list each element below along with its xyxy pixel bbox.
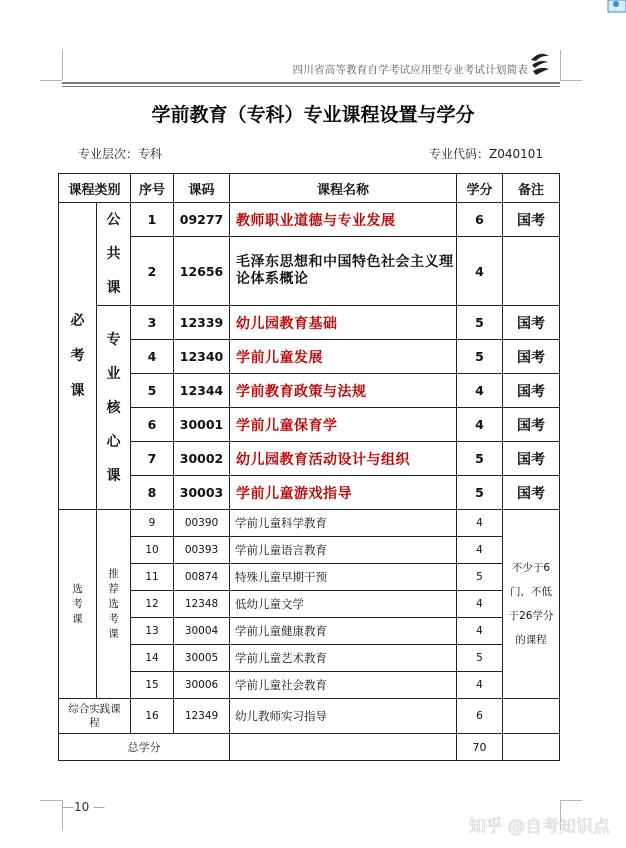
course-note: 国考: [503, 203, 560, 237]
elective-note: 不少于6门，不低于26学分的课程: [508, 562, 554, 646]
recommended-group-label: 推荐选考课: [108, 567, 119, 640]
course-code: 00393: [174, 537, 230, 564]
course-number: 3: [131, 306, 174, 340]
page-number: —10 —: [62, 800, 106, 814]
col-header-note: 备注: [503, 174, 560, 203]
col-header-code: 课码: [174, 174, 230, 203]
crop-mark-bottom-right-h: [560, 800, 582, 801]
course-code: 30006: [174, 672, 230, 699]
crop-mark-bottom-left-h: [40, 800, 62, 801]
course-credit: 4: [457, 510, 503, 537]
corner-badge-icon: [604, 0, 626, 16]
page-title: 学前教育（专科）专业课程设置与学分: [151, 104, 475, 126]
course-name: 学前儿童健康教育: [230, 618, 457, 645]
table-row: [59, 374, 560, 408]
course-number: 15: [131, 672, 174, 699]
table-row: [59, 564, 560, 591]
course-name: 学前儿童艺术教育: [230, 645, 457, 672]
course-name: 幼儿教师实习指导: [230, 699, 457, 734]
course-credit: 6: [457, 699, 503, 734]
course-note: [503, 699, 560, 734]
course-number: 9: [131, 510, 174, 537]
course-number: 14: [131, 645, 174, 672]
table-row: [59, 203, 560, 237]
course-name: 学前教育政策与法规: [230, 374, 457, 408]
course-number: 6: [131, 408, 174, 442]
table-row: [59, 618, 560, 645]
course-credit: 5: [457, 645, 503, 672]
course-credit: 5: [457, 306, 503, 340]
course-code: 00390: [174, 510, 230, 537]
course-code: 30002: [174, 442, 230, 476]
course-credit: 4: [457, 672, 503, 699]
total-blank: [230, 734, 457, 761]
total-row: [59, 734, 560, 761]
course-number: 4: [131, 340, 174, 374]
course-name: 教师职业道德与专业发展: [230, 203, 457, 237]
table-row: [59, 340, 560, 374]
table-row: [59, 672, 560, 699]
required-category-label: 必考课: [70, 312, 85, 399]
header-rule-thick: [62, 82, 560, 84]
course-credit: 5: [457, 442, 503, 476]
course-code: 12339: [174, 306, 230, 340]
course-number: 13: [131, 618, 174, 645]
table-header-row: [59, 174, 560, 203]
course-credit: 4: [457, 591, 503, 618]
crop-mark-top-right-v: [560, 50, 561, 80]
watermark: 知乎 @自考知识点: [468, 817, 610, 837]
course-name: 特殊儿童早期干预: [230, 564, 457, 591]
course-number: 12: [131, 591, 174, 618]
course-code: 30003: [174, 476, 230, 510]
elective-category-cell: [59, 510, 97, 699]
course-name: 毛泽东思想和中国特色社会主义理论体系概论: [230, 237, 457, 306]
col-header-category: 课程类别: [59, 174, 131, 203]
course-name: 学前儿童保育学: [230, 408, 457, 442]
course-note: [503, 237, 560, 306]
total-note: [503, 734, 560, 761]
course-name: 学前儿童发展: [230, 340, 457, 374]
course-credit: 5: [457, 340, 503, 374]
page-number-value: 10: [74, 800, 90, 814]
course-note: 国考: [503, 408, 560, 442]
recommended-group-cell: [97, 510, 131, 699]
course-note: 国考: [503, 340, 560, 374]
course-name: 学前儿童社会教育: [230, 672, 457, 699]
course-number: 11: [131, 564, 174, 591]
col-header-credit: 学分: [457, 174, 503, 203]
table-row: [59, 645, 560, 672]
core-group-cell: [97, 306, 131, 510]
course-code: 00874: [174, 564, 230, 591]
course-code: 12344: [174, 374, 230, 408]
course-number: 10: [131, 537, 174, 564]
header-rule-thin: [62, 86, 560, 87]
course-table: [58, 173, 560, 761]
table-row: [59, 306, 560, 340]
course-name: 学前儿童游戏指导: [230, 476, 457, 510]
public-group-label: 公共课: [106, 212, 121, 296]
practice-category-label: 综合实践课程: [68, 703, 121, 729]
course-name: 学前儿童科学教育: [230, 510, 457, 537]
course-code: 12349: [174, 699, 230, 734]
course-credit: 4: [457, 537, 503, 564]
course-number: 8: [131, 476, 174, 510]
course-code: 12348: [174, 591, 230, 618]
course-credit: 4: [457, 408, 503, 442]
table-row: [59, 442, 560, 476]
course-credit: 4: [457, 237, 503, 306]
course-name: 幼儿园教育基础: [230, 306, 457, 340]
col-header-name: 课程名称: [230, 174, 457, 203]
course-number: 2: [131, 237, 174, 306]
logo-icon: [528, 50, 552, 76]
table-row: [59, 537, 560, 564]
header-text: 四川省高等教育自学考试应用型专业考试计划简表: [292, 64, 528, 76]
table-row: [59, 591, 560, 618]
course-note: 国考: [503, 306, 560, 340]
crop-mark-top-left-v: [62, 50, 63, 80]
required-category-cell: [59, 203, 97, 510]
course-code: 12656: [174, 237, 230, 306]
core-group-label: 专业核心课: [106, 331, 121, 484]
course-number: 16: [131, 699, 174, 734]
course-note: 国考: [503, 442, 560, 476]
course-credit: 4: [457, 618, 503, 645]
course-credit: 5: [457, 564, 503, 591]
elective-note-cell: [503, 510, 560, 699]
course-note: 国考: [503, 476, 560, 510]
table-row: [59, 510, 560, 537]
course-name: 低幼儿童文学: [230, 591, 457, 618]
total-label: 总学分: [59, 734, 230, 761]
course-note: 国考: [503, 374, 560, 408]
course-credit: 4: [457, 374, 503, 408]
col-header-number: 序号: [131, 174, 174, 203]
course-credit: 5: [457, 476, 503, 510]
course-number: 5: [131, 374, 174, 408]
course-code: 30001: [174, 408, 230, 442]
course-credit: 6: [457, 203, 503, 237]
table-row: [59, 699, 560, 734]
practice-category: [59, 699, 131, 734]
crop-mark-top-left-h: [40, 80, 62, 81]
table-row: [59, 408, 560, 442]
course-name: 幼儿园教育活动设计与组织: [230, 442, 457, 476]
table-row: [59, 476, 560, 510]
table-row: [59, 237, 560, 306]
course-number: 7: [131, 442, 174, 476]
course-code: 30005: [174, 645, 230, 672]
course-code: 30004: [174, 618, 230, 645]
crop-mark-top-right-h: [560, 80, 582, 81]
major-level: 专业层次：专科: [78, 147, 163, 161]
course-number: 1: [131, 203, 174, 237]
course-name: 学前儿童语言教育: [230, 537, 457, 564]
major-code: 专业代码：Z040101: [429, 147, 544, 161]
public-group-cell: [97, 203, 131, 306]
elective-category-label: 选考课: [72, 582, 83, 625]
course-code: 09277: [174, 203, 230, 237]
course-code: 12340: [174, 340, 230, 374]
total-value: 70: [457, 734, 503, 761]
